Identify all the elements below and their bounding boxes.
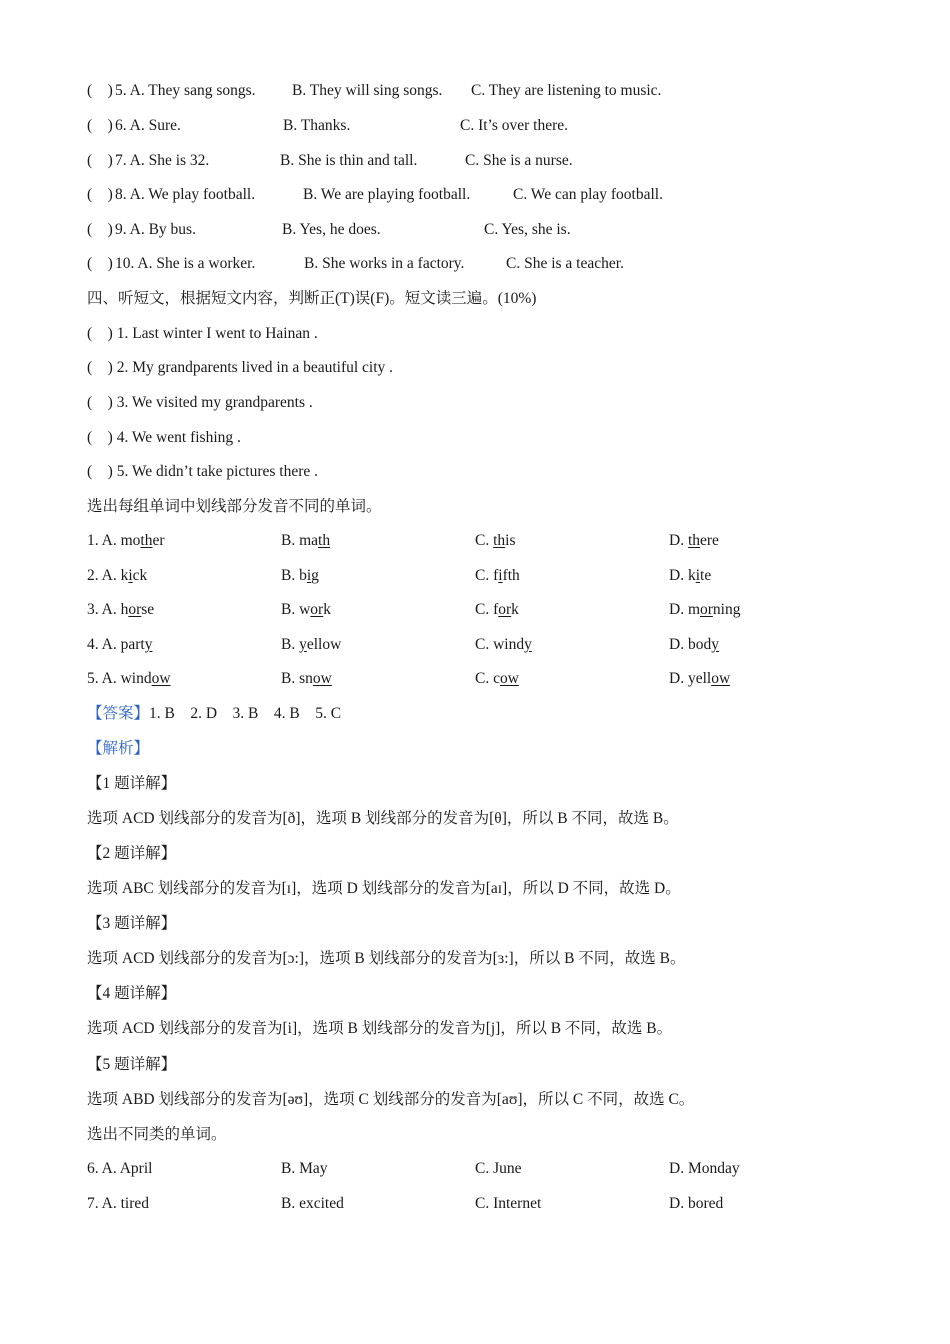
option: 6. A. April — [87, 1160, 153, 1177]
option: D. Monday — [669, 1160, 740, 1177]
option: 1. A. mother — [87, 532, 165, 549]
option: 2. A. kick — [87, 567, 148, 584]
detail-text-4: 选项 ACD 划线部分的发音为[i]，选项 B 划线部分的发音为[j]，所以 B 不同，故选 B。 — [87, 1020, 673, 1037]
tf-item-1: ( ) 1. Last winter I went to Hainan . — [87, 325, 318, 342]
phonics-heading: 选出每组单词中划线部分发音不同的单词。 — [87, 498, 382, 515]
option: C. fifth — [475, 567, 520, 584]
option: 5. A. window — [87, 670, 171, 687]
option: B. big — [281, 567, 319, 584]
detail-title-5: 【5 题详解】 — [87, 1056, 177, 1073]
tf-item-5: ( ) 5. We didn’t take pictures there . — [87, 463, 319, 480]
analysis-label: 【解析】 — [87, 740, 150, 757]
answer-label: 【答案】 — [87, 705, 150, 722]
tf-item-2: ( ) 2. My grandparents lived in a beautiful city . — [87, 359, 394, 376]
detail-title-2: 【2 题详解】 — [87, 845, 177, 862]
phonics-row-2 — [87, 566, 867, 586]
option: D. body — [669, 636, 719, 653]
answer-text: 1. B 2. D 3. B 4. B 5. C — [149, 705, 342, 722]
listening-item-5: ( ) 5. A. They sang songs. B. They will sing songs. C. They are listening to music. — [87, 82, 662, 99]
option: C. this — [475, 532, 516, 549]
phonics-row-4 — [87, 635, 867, 655]
category-row-6 — [87, 1159, 867, 1179]
option: 7. A. tired — [87, 1195, 149, 1212]
option: B. math — [281, 532, 331, 549]
option: C. June — [475, 1160, 522, 1177]
detail-text-1: 选项 ACD 划线部分的发音为[ð]，选项 B 划线部分的发音为[θ]，所以 B 不同，故选 B。 — [87, 810, 679, 827]
detail-title-1: 【1 题详解】 — [87, 775, 177, 792]
option: D. yellow — [669, 670, 731, 687]
phonics-row-3 — [87, 600, 867, 620]
option: B. snow — [281, 670, 332, 687]
section4-heading: 四、听短文，根据短文内容，判断正(T)误(F)。短文读三遍。(10%) — [87, 290, 537, 307]
option: B. May — [281, 1160, 328, 1177]
category-row-7 — [87, 1194, 867, 1214]
tf-item-3: ( ) 3. We visited my grandparents . — [87, 394, 313, 411]
listening-item-8: ( ) 8. A. We play football. B. We are playing football. C. We can play football. — [87, 186, 663, 203]
listening-item-6: ( ) 6. A. Sure. B. Thanks. C. It’s over there. — [87, 117, 569, 134]
phonics-row-1 — [87, 531, 867, 551]
phonics-row-5 — [87, 669, 867, 689]
answer-line — [87, 704, 341, 724]
category-heading: 选出不同类的单词。 — [87, 1126, 227, 1143]
option: C. fork — [475, 601, 519, 618]
detail-title-4: 【4 题详解】 — [87, 985, 177, 1002]
option: B. yellow — [281, 636, 342, 653]
option: D. bored — [669, 1195, 724, 1212]
detail-title-3: 【3 题详解】 — [87, 915, 177, 932]
detail-text-5: 选项 ABD 划线部分的发音为[əʊ]，选项 C 划线部分的发音为[aʊ]，所以 C 不同，故选 C。 — [87, 1091, 695, 1108]
option: C. windy — [475, 636, 532, 653]
listening-item-10: ( ) 10. A. She is a worker. B. She works in a factory. C. She is a teacher. — [87, 255, 624, 272]
option: 3. A. horse — [87, 601, 155, 618]
listening-item-9: ( ) 9. A. By bus. B. Yes, he does. C. Yes, she is. — [87, 221, 571, 238]
detail-text-2: 选项 ABC 划线部分的发音为[ɪ]，选项 D 划线部分的发音为[aɪ]，所以 D 不同，故选 D。 — [87, 880, 681, 897]
option: D. there — [669, 532, 719, 549]
option: D. kite — [669, 567, 712, 584]
option: D. morning — [669, 601, 741, 618]
option: B. excited — [281, 1195, 344, 1212]
detail-text-3: 选项 ACD 划线部分的发音为[ɔ:]，选项 B 划线部分的发音为[ɜ:]，所以 B 不同，故选 B。 — [87, 950, 686, 967]
option: B. work — [281, 601, 331, 618]
option: C. Internet — [475, 1195, 542, 1212]
option: C. cow — [475, 670, 519, 687]
tf-item-4: ( ) 4. We went fishing . — [87, 429, 241, 446]
option: 4. A. party — [87, 636, 153, 653]
listening-item-7: ( ) 7. A. She is 32. B. She is thin and tall. C. She is a nurse. — [87, 152, 573, 169]
